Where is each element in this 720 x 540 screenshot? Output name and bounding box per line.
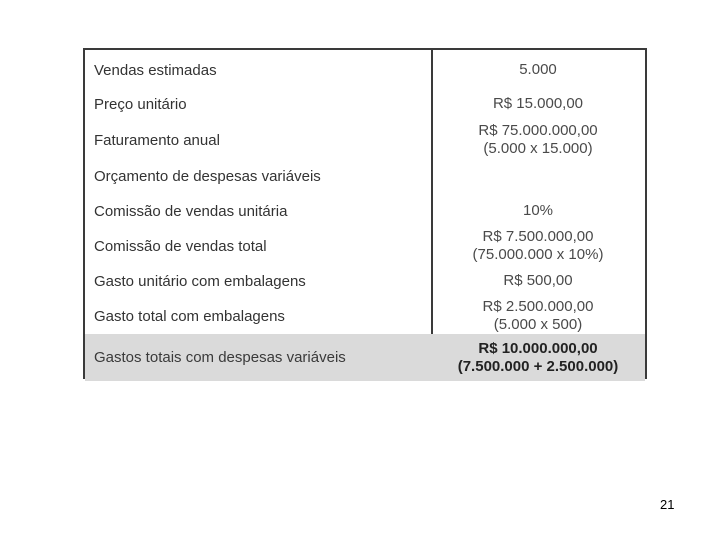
row-value-main: R$ 15.000,00 <box>492 95 584 112</box>
row-value <box>431 122 645 158</box>
row-value <box>431 228 645 264</box>
row-label: Comissão de vendas total <box>94 237 267 255</box>
row-label: Faturamento anual <box>94 131 220 149</box>
row-value-main: R$ 75.000.000,00 <box>478 122 598 139</box>
row-label: Comissão de vendas unitária <box>94 202 288 220</box>
row-label: Orçamento de despesas variáveis <box>94 167 321 185</box>
row-value <box>431 61 645 79</box>
table-row <box>85 196 645 226</box>
row-value-main: R$ 10.000.000,00 <box>478 339 598 357</box>
row-value-detail: (5.000 x 15.000) <box>483 140 593 157</box>
row-value <box>431 95 645 113</box>
table-row <box>85 54 645 86</box>
row-value-main: 10% <box>522 202 554 219</box>
row-value <box>431 340 645 376</box>
row-value <box>431 298 645 334</box>
row-value-main: R$ 7.500.000,00 <box>482 228 594 245</box>
row-value <box>431 272 645 290</box>
row-value <box>431 202 645 220</box>
row-label: Gasto total com embalagens <box>94 307 285 325</box>
table-row <box>85 88 645 120</box>
row-value-detail: (7.500.000 + 2.500.000) <box>457 357 619 375</box>
row-value-detail: (75.000.000 x 10%) <box>472 246 604 263</box>
table-row-total <box>85 334 645 381</box>
row-value-detail: (5.000 x 500) <box>493 316 583 333</box>
table-row <box>85 266 645 296</box>
table-row <box>85 160 645 192</box>
row-label: Gastos totais com despesas variáveis <box>94 349 346 366</box>
table-row <box>85 120 645 160</box>
row-label: Preço unitário <box>94 95 187 113</box>
variable-expenses-table <box>83 48 647 379</box>
page-number: 21 <box>660 497 675 512</box>
row-label: Gasto unitário com embalagens <box>94 272 306 290</box>
row-label: Vendas estimadas <box>94 61 217 79</box>
table-row <box>85 226 645 266</box>
row-value-main: R$ 2.500.000,00 <box>482 298 594 315</box>
table-row <box>85 296 645 336</box>
row-value-main: 5.000 <box>519 61 557 78</box>
row-value-main: R$ 500,00 <box>503 272 573 289</box>
